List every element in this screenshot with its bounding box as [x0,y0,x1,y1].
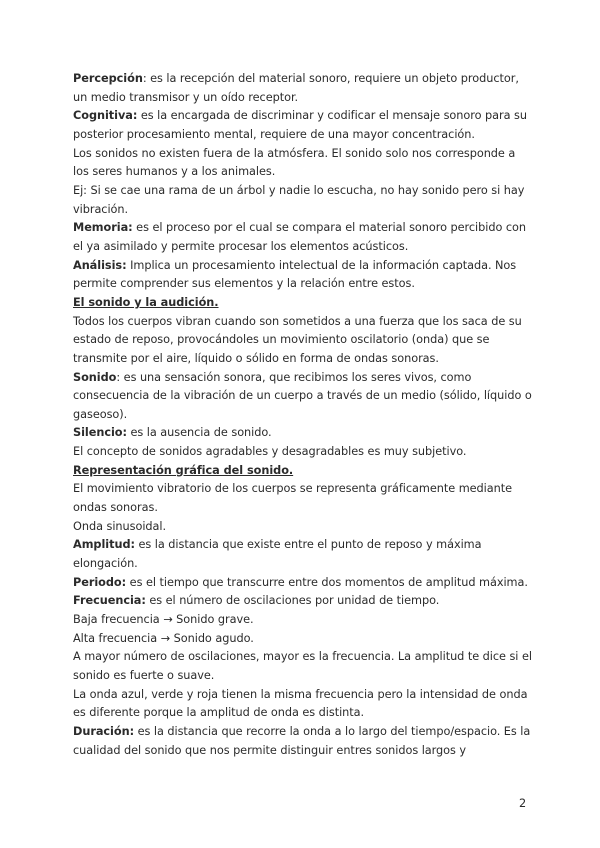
term-sonido: Sonido [73,370,117,384]
paragraph-ejemplo [73,182,533,219]
paragraph-duracion [73,723,533,760]
paragraph-amplitud [73,536,533,573]
term-frecuencia: Frecuencia: [73,594,146,608]
paragraph-text: Los sonidos no existen fuera de la atmósfera. El sonido solo nos corresponde a los seres humanos y a los animales. [73,146,516,179]
term-analisis: Análisis: [73,258,127,272]
paragraph-text: es el proceso por el cual se compara el material sonoro percibido con el ya asimilado y permite procesar los elementos acústicos. [73,221,527,253]
paragraph-text: La onda azul, verde y roja tienen la misma frecuencia pero la intensidad de onda es diferente porque la amplitud de onda es distinta. [73,687,528,720]
paragraph-analisis [73,257,533,294]
section-heading-sonido-audicion: El sonido y la audición. [73,295,219,309]
section-heading-representacion: Representación gráfica del sonido. [73,463,294,477]
paragraph-text: Implica un procesamiento intelectual de la información captada. Nos permite comprender sus elementos y la relación entre estos. [73,258,517,291]
paragraph-text: El concepto de sonidos agradables y desagradables es muy subjetivo. [73,445,467,459]
paragraph-baja-frecuencia [73,611,533,630]
paragraph-text: A mayor número de oscilaciones, mayor es la frecuencia. La amplitud te dice si el sonido es fuerte o suave. [73,650,532,682]
paragraph-text: : es la recepción del material sonoro, requiere un objeto productor, un medio transmisor y un oído receptor. [73,72,519,104]
paragraph-oscilaciones [73,648,533,685]
paragraph-periodo [73,574,533,593]
term-duracion: Duración: [73,724,135,738]
paragraph-text: es la distancia que existe entre el punto de reposo y máxima elongación. [73,538,482,571]
paragraph-memoria [73,219,533,256]
paragraph-text: es la distancia que recorre la onda a lo largo del tiempo/espacio. Es la cualidad del sonido que nos permite distinguir entres sonidos largos y [73,724,531,757]
paragraph-atmosfera [73,145,533,182]
paragraph-frecuencia [73,592,533,611]
page-number: 2 [519,797,527,810]
paragraph-text: es la encargada de discriminar y codificar el mensaje sonoro para su posterior procesamiento mental, requiere de una mayor concentración. [73,109,527,141]
paragraph-text: Baja frecuencia → Sonido grave. [73,613,254,627]
paragraph-alta-frecuencia [73,630,533,649]
term-silencio: Silencio: [73,426,127,440]
term-percepcion: Percepción [73,72,143,85]
paragraph-cognitiva [73,107,533,144]
term-memoria: Memoria: [73,221,133,235]
paragraph-percepcion [73,70,533,107]
paragraph-onda-sinusoidal [73,518,533,537]
paragraph-text: Alta frecuencia → Sonido agudo. [73,631,254,645]
paragraph-text: es el tiempo que transcurre entre dos momentos de amplitud máxima. [126,575,528,589]
term-periodo: Periodo: [73,575,127,589]
paragraph-text: es la ausencia de sonido. [126,426,272,440]
paragraph-text: Todos los cuerpos vibran cuando son sometidos a una fuerza que los saca de su estado de reposo, provocándoles un movimiento oscilatorio (onda) que se transmite por el aire, líquido o sólido en forma de ondas sonoras. [73,314,522,365]
paragraph-cuerpos-vibran [73,313,533,369]
paragraph-text: Ej: Si se cae una rama de un árbol y nadie lo escucha, no hay sonido pero si hay vibración. [73,183,525,216]
paragraph-text: : es una sensación sonora, que recibimos los seres vivos, como consecuencia de la vibración de un cuerpo a través de un medio (sólido, líquido o gaseoso). [73,370,532,421]
paragraph-silencio [73,424,533,443]
term-amplitud: Amplitud: [73,538,135,552]
paragraph-sonido [73,369,533,425]
paragraph-text: Onda sinusoidal. [73,519,167,533]
paragraph-subjetivo [73,443,533,462]
paragraph-movimiento-vibratorio [73,480,533,517]
paragraph-text: El movimiento vibratorio de los cuerpos se representa gráficamente mediante ondas sonoras. [73,482,513,515]
term-cognitiva: Cognitiva: [73,109,138,123]
paragraph-ondas-colores [73,686,533,723]
page-body [73,70,533,760]
paragraph-text: es el número de oscilaciones por unidad de tiempo. [145,594,440,608]
